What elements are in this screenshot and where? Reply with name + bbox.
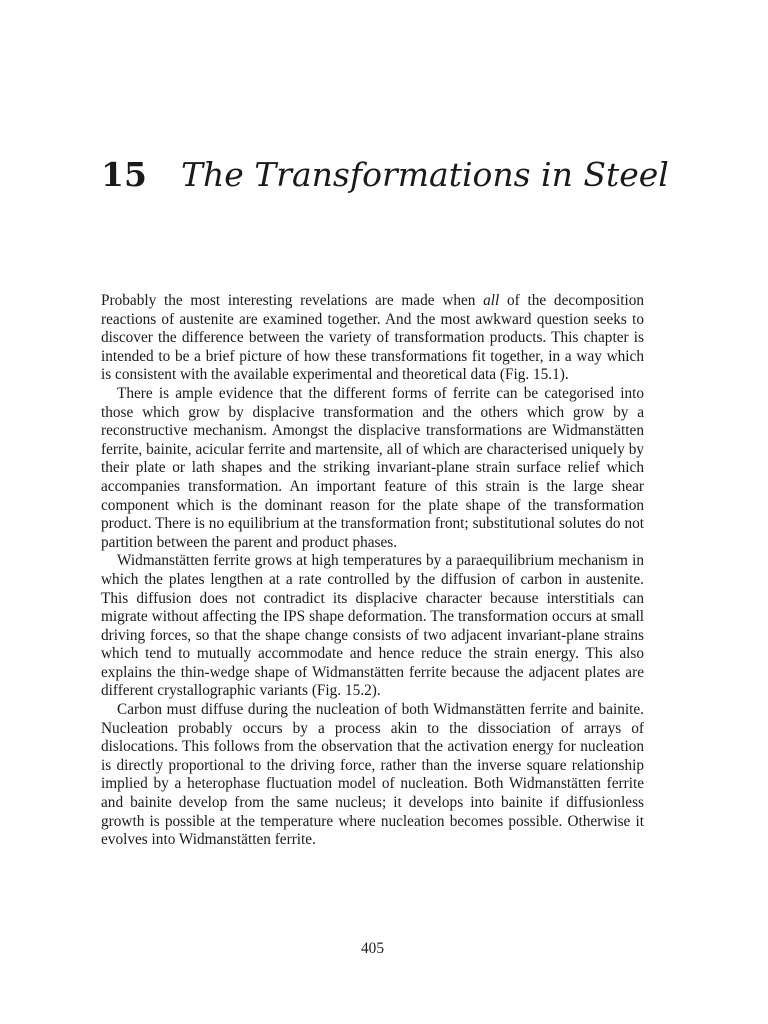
paragraph-3: Widmanstätten ferrite grows at high temperatures by a paraequilibrium mechanism in which the plates lengthen at a rate controlled by the diffusion of carbon in austenite. This diffusion does not contradict its displacive character because interstitials can migrate without affecting the IPS shape deformation. The transformation occurs at small driving forces, so that the shape change consists of two adjacent invariant-plane strains which tend to mutually accommodate and hence reduce the strain energy. This also explains the thin-wedge shape of Widmanstätten ferrite because the adjacent plates are different crystallographic variants (Fig. 15.2). <box>101 552 644 700</box>
body-text <box>101 292 644 850</box>
paragraph-2: There is ample evidence that the different forms of ferrite can be categorised into those which grow by displacive transformation and the others which grow by a reconstructive mechanism. Amongst the displacive transformations are Widmanstätten ferrite, bainite, acicular ferrite and martensite, all of which are characterised uniquely by their plate or lath shapes and the striking invariant-plane strain surface relief which accompanies transformation. An important feature of this strain is the large shear component which is the dominant reason for the plate shape of the transformation product. There is no equilibrium at the transformation front; substitutional solutes do not partition between the parent and product phases. <box>101 384 644 551</box>
paragraph-1-text-after: of the decomposition reactions of austenite are examined together. And the most awkward question seeks to discover the difference between the variety of transformation products. This chapter is intended to be a brief picture of how these transformations fit together, in a way which is consistent with the available experimental and theoretical data (Fig. 15.1). <box>101 292 644 384</box>
paragraph-4: Carbon must diffuse during the nucleation of both Widmanstätten ferrite and bainite. Nucleation probably occurs by a process akin to the dissociation of arrays of dislocations. This follows from the observation that the activation energy for nucleation is directly proportional to the driving force, rather than the inverse square relationship implied by a heterophase fluctuation model of nucleation. Both Widmanstätten ferrite and bainite develop from the same nucleus; it develops into bainite if diffusionless growth is possible at the temperature where nucleation becomes possible. Otherwise it evolves into Widmanstätten ferrite. <box>101 701 644 849</box>
paragraph-1 <box>101 292 644 385</box>
chapter-heading <box>101 152 669 198</box>
chapter-title: The Transformations in Steel <box>180 155 669 194</box>
paragraph-1-text-before: Probably the most interesting revelations are made when <box>101 292 484 309</box>
page-number: 405 <box>361 940 384 957</box>
paragraph-1-emphasis: all <box>483 292 500 309</box>
chapter-number: 15 <box>101 155 147 194</box>
